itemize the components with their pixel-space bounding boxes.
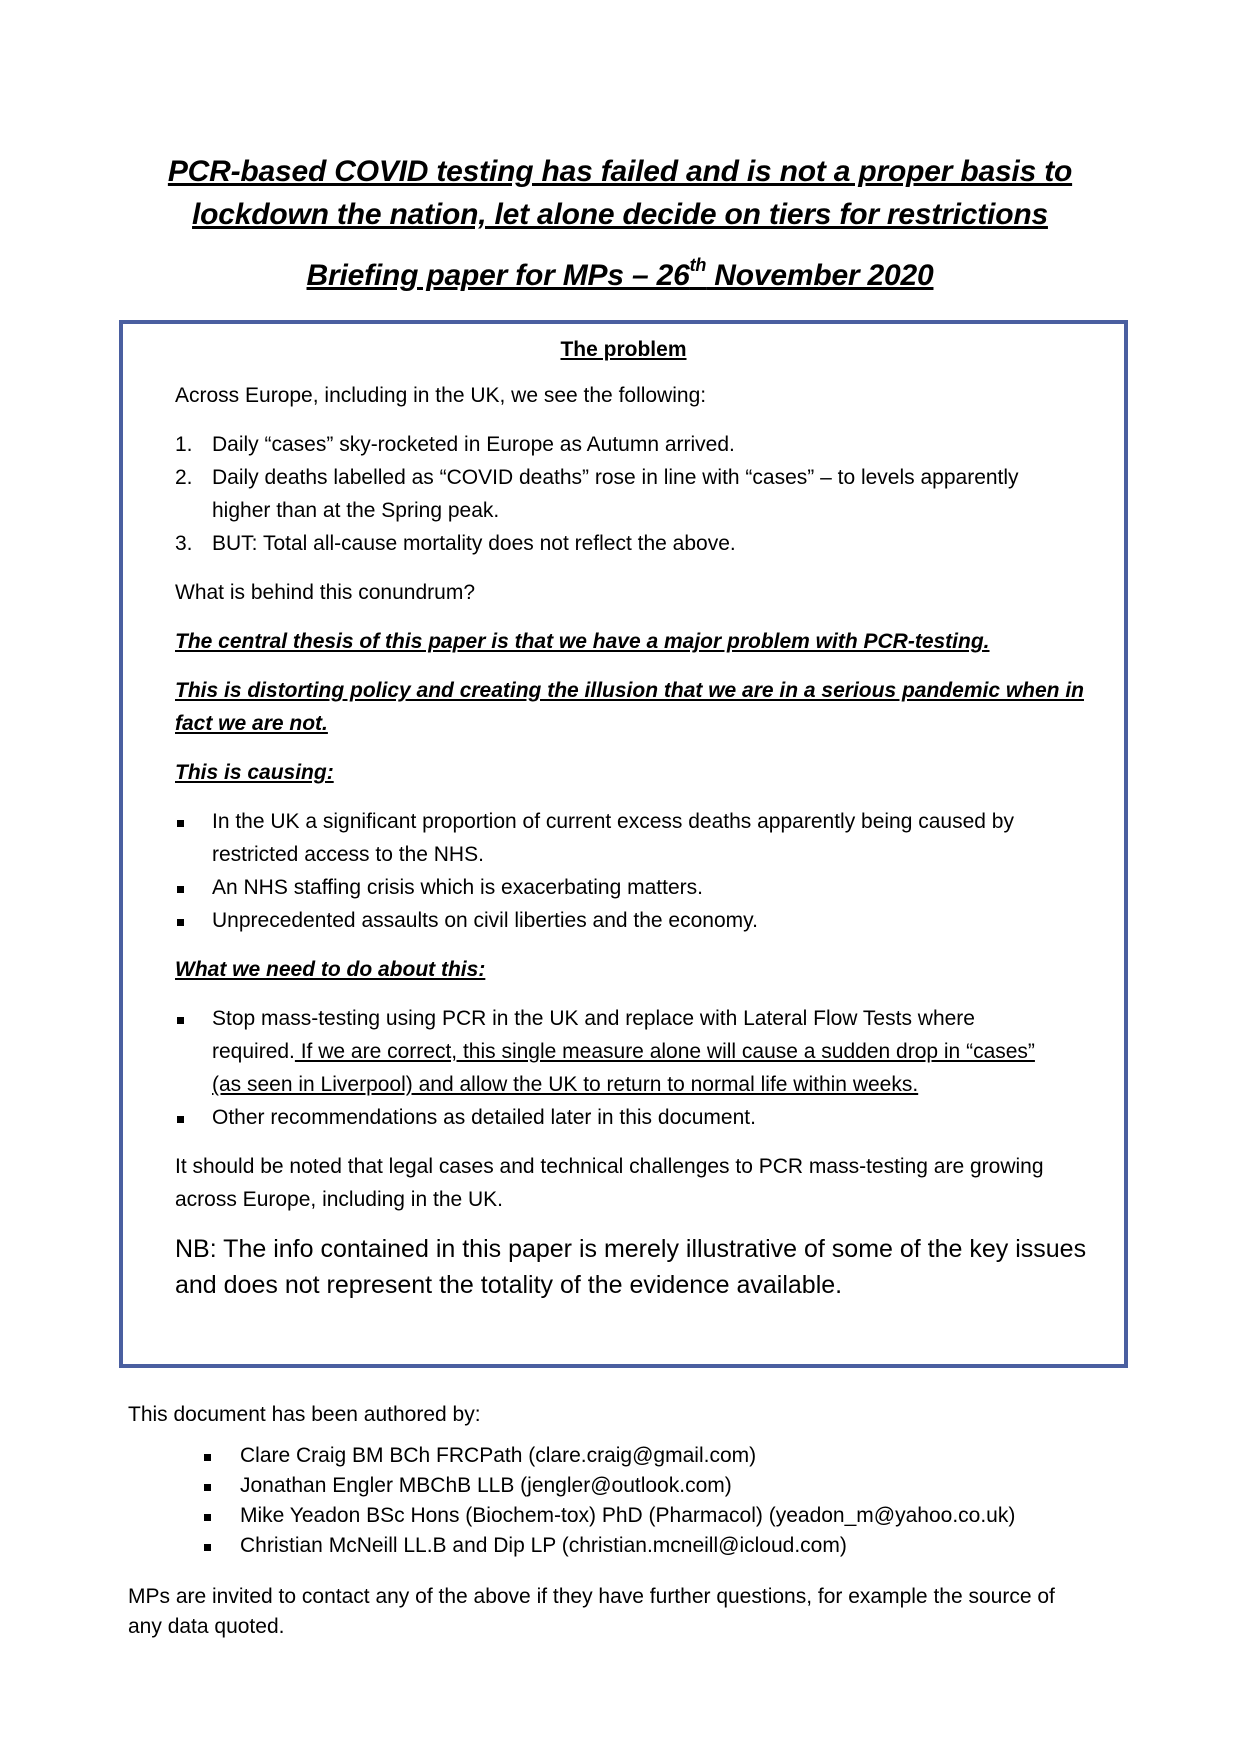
list-item-continuation: higher than at the Spring peak. [212, 499, 500, 522]
list-item: Other recommendations as detailed later in this document. [212, 1106, 756, 1129]
author-item: Mike Yeadon BSc Hons (Biochem-tox) PhD (Pharmacol) (yeadon_m@yahoo.co.uk) [240, 1504, 1016, 1527]
nb-note-line-1: NB: The info contained in this paper is merely illustrative of some of the key issues [175, 1235, 1087, 1263]
subtitle-superscript: th [689, 255, 707, 275]
author-item: Christian McNeill LL.B and Dip LP (christian.mcneill@icloud.com) [240, 1534, 847, 1557]
list-number: 3. [175, 532, 193, 555]
author-item: Jonathan Engler MBChB LLB (jengler@outlook.com) [240, 1474, 732, 1497]
list-item-continuation [212, 1038, 1035, 1066]
problem-box [119, 320, 1128, 1368]
problem-intro: Across Europe, including in the UK, we see the following: [175, 384, 707, 407]
list-item: Daily “cases” sky-rocketed in Europe as Autumn arrived. [212, 433, 735, 456]
legal-note-line-2: across Europe, including in the UK. [175, 1188, 504, 1211]
list-item: Unprecedented assaults on civil liberties and the economy. [212, 909, 758, 932]
list-item-continuation: (as seen in Liverpool) and allow the UK to return to normal life within weeks. [212, 1073, 919, 1096]
problem-heading: The problem [560, 338, 687, 361]
bullet-square-icon [204, 1484, 211, 1491]
conundrum-question: What is behind this conundrum? [175, 581, 475, 604]
bullet-square-icon [177, 886, 184, 893]
action-heading: What we need to do about this: [175, 958, 486, 981]
author-item: Clare Craig BM BCh FRCPath (clare.craig@gmail.com) [240, 1444, 757, 1467]
list-item: An NHS staffing crisis which is exacerbating matters. [212, 876, 703, 899]
list-number: 1. [175, 433, 193, 456]
bullet-square-icon [204, 1544, 211, 1551]
document-subtitle [120, 254, 1120, 297]
authors-intro: This document has been authored by: [128, 1403, 481, 1426]
bullet-square-icon [177, 1116, 184, 1123]
list-number: 2. [175, 466, 193, 489]
nb-note-line-2: and does not represent the totality of the evidence available. [175, 1271, 843, 1299]
subtitle-date-rest: November 2020 [706, 259, 934, 292]
bullet-square-icon [204, 1454, 211, 1461]
list-item: Stop mass-testing using PCR in the UK and replace with Lateral Flow Tests where [212, 1007, 975, 1030]
list-item: In the UK a significant proportion of current excess deaths apparently being caused by [212, 810, 1014, 833]
distorting-statement-line-2: fact we are not. [175, 712, 328, 735]
list-item-continuation: restricted access to the NHS. [212, 843, 484, 866]
list-item: BUT: Total all-cause mortality does not reflect the above. [212, 532, 736, 555]
contact-note-line-2: any data quoted. [128, 1615, 285, 1638]
action-underlined-text: If we are correct, this single measure alone will cause a sudden drop in “cases” [294, 1040, 1035, 1063]
action-plain-text: required. [212, 1040, 295, 1063]
distorting-statement-line-1: This is distorting policy and creating the illusion that we are in a serious pandemic when in [175, 679, 1084, 702]
bullet-square-icon [177, 919, 184, 926]
legal-note-line-1: It should be noted that legal cases and technical challenges to PCR mass-testing are growing [175, 1155, 1044, 1178]
causing-heading: This is causing: [175, 761, 334, 784]
bullet-square-icon [177, 820, 184, 827]
bullet-square-icon [204, 1514, 211, 1521]
bullet-square-icon [177, 1017, 184, 1024]
document-title-line-1: PCR-based COVID testing has failed and is not a proper basis to [167, 155, 1073, 188]
document-title-line-2: lockdown the nation, let alone decide on tiers for restrictions [192, 198, 1048, 231]
central-thesis: The central thesis of this paper is that we have a major problem with PCR-testing. [175, 630, 990, 653]
contact-note-line-1: MPs are invited to contact any of the above if they have further questions, for example the source of [128, 1585, 1055, 1608]
list-item: Daily deaths labelled as “COVID deaths” rose in line with “cases” – to levels apparently [212, 466, 1019, 489]
subtitle-text: Briefing paper for MPs – 26 [306, 259, 690, 292]
